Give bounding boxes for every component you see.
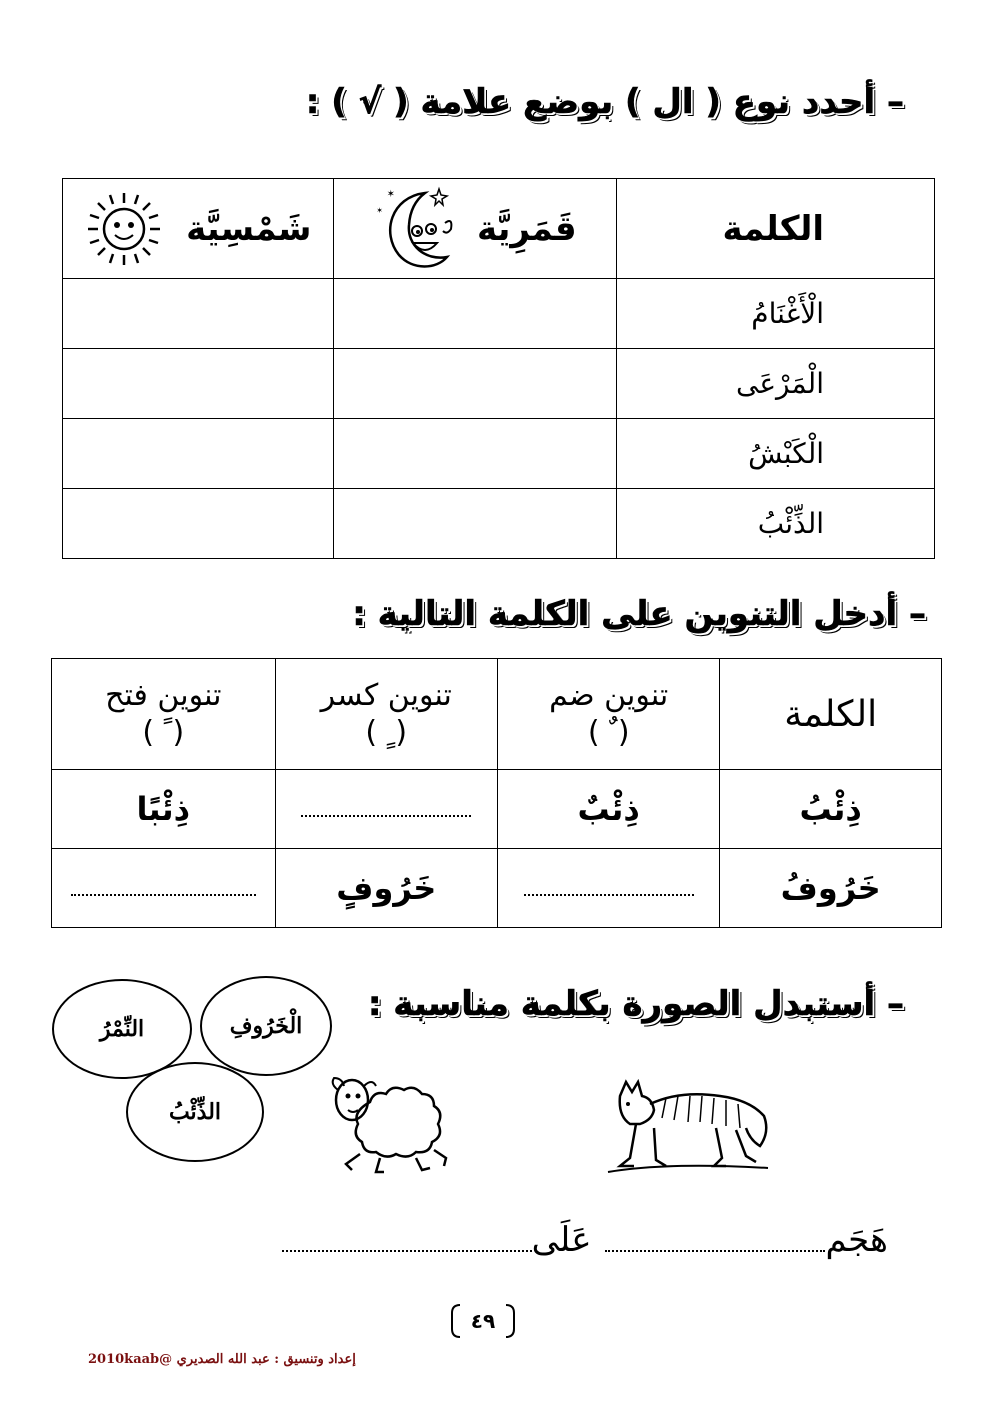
word-cell: الْمَرْعَى (616, 349, 934, 419)
word-cell: خَرُوفُ (720, 849, 942, 928)
header-fath-label: تنوين فتح (105, 677, 222, 713)
answer-dotted-line[interactable] (282, 1244, 532, 1252)
answer-dotted-line (301, 805, 471, 817)
tanween-table (51, 658, 942, 928)
header-lunar (333, 179, 616, 279)
page-number (448, 1303, 518, 1339)
section1-title: – أحدد نوع ( ال ) بوضع علامة ( √ ) : (305, 82, 904, 122)
answer-dotted-line (71, 884, 256, 896)
table-row (52, 849, 942, 928)
solar-answer-cell[interactable] (63, 349, 334, 419)
word-bubble-tiger: النِّمْرُ (52, 979, 192, 1079)
footer-credit: إعداد وتنسيق : عبد الله الصديري @2010kaab (88, 1352, 356, 1367)
header-fath-mark: ( ً ) (142, 715, 185, 750)
answer-dotted-line[interactable] (605, 1244, 825, 1252)
header-kasr-mark: ( ٍ ) (365, 715, 408, 750)
word-bubble-sheep: الْخَرُوفِ (200, 976, 332, 1076)
header-damm-mark: ( ٌ ) (587, 715, 630, 750)
svg-text:✶: ✶ (376, 205, 383, 215)
header-word: الكلمة (616, 179, 934, 279)
wolf-picture (606, 1078, 776, 1178)
page-number-bracket (448, 1303, 518, 1339)
table-row (63, 279, 935, 349)
header-damm-label: تنوين ضم (549, 677, 669, 713)
header-word: الكلمة (720, 659, 942, 770)
svg-text:✶: ✶ (386, 188, 395, 200)
kasr-cell: خَرُوفٍ (275, 849, 497, 928)
kasr-answer-cell[interactable] (275, 770, 497, 849)
header-kasr (275, 659, 497, 770)
damm-answer-cell[interactable] (497, 849, 719, 928)
fath-cell: ذِئْبًا (52, 770, 276, 849)
sun-icon (84, 189, 164, 269)
word-cell: الْكَبْشُ (616, 419, 934, 489)
sheep-picture (330, 1072, 454, 1176)
lunar-answer-cell[interactable] (333, 279, 616, 349)
word-bubble-wolf: الذِّئْبُ (126, 1062, 264, 1162)
header-damm (497, 659, 719, 770)
solar-answer-cell[interactable] (63, 279, 334, 349)
header-lunar-label: قَمَرِيَّة (477, 208, 577, 249)
table-row (63, 489, 935, 559)
lunar-answer-cell[interactable] (333, 419, 616, 489)
table-row (63, 419, 935, 489)
fill-sentence (248, 1220, 888, 1260)
word-cell: الْأَغْنَامُ (616, 279, 934, 349)
table-header-row (52, 659, 942, 770)
header-solar-label: شَمْسِيَّة (186, 208, 312, 249)
section3-title: – أستبدل الصورة بكلمة مناسبة : (367, 984, 904, 1024)
answer-dotted-line (524, 884, 694, 896)
sentence-word-on: عَلَى (531, 1220, 592, 1260)
sentence-word-attacked: هَجَم (825, 1220, 888, 1260)
table-header-row (63, 179, 935, 279)
moon-icon (373, 183, 455, 275)
section2-title: – أدخل التنوين على الكلمة التالية : (352, 594, 926, 634)
lunar-answer-cell[interactable] (333, 349, 616, 419)
page-number-text: ٤٩ (470, 1309, 496, 1333)
word-cell: ذِئْبُ (720, 770, 942, 849)
table-row (63, 349, 935, 419)
al-type-table (62, 178, 935, 559)
header-kasr-label: تنوين كسر (320, 677, 452, 713)
header-solar (63, 179, 334, 279)
fath-answer-cell[interactable] (52, 849, 276, 928)
damm-cell: ذِئْبٌ (497, 770, 719, 849)
header-fath (52, 659, 276, 770)
table-row (52, 770, 942, 849)
solar-answer-cell[interactable] (63, 419, 334, 489)
lunar-answer-cell[interactable] (333, 489, 616, 559)
word-cell: الذِّئْبُ (616, 489, 934, 559)
solar-answer-cell[interactable] (63, 489, 334, 559)
